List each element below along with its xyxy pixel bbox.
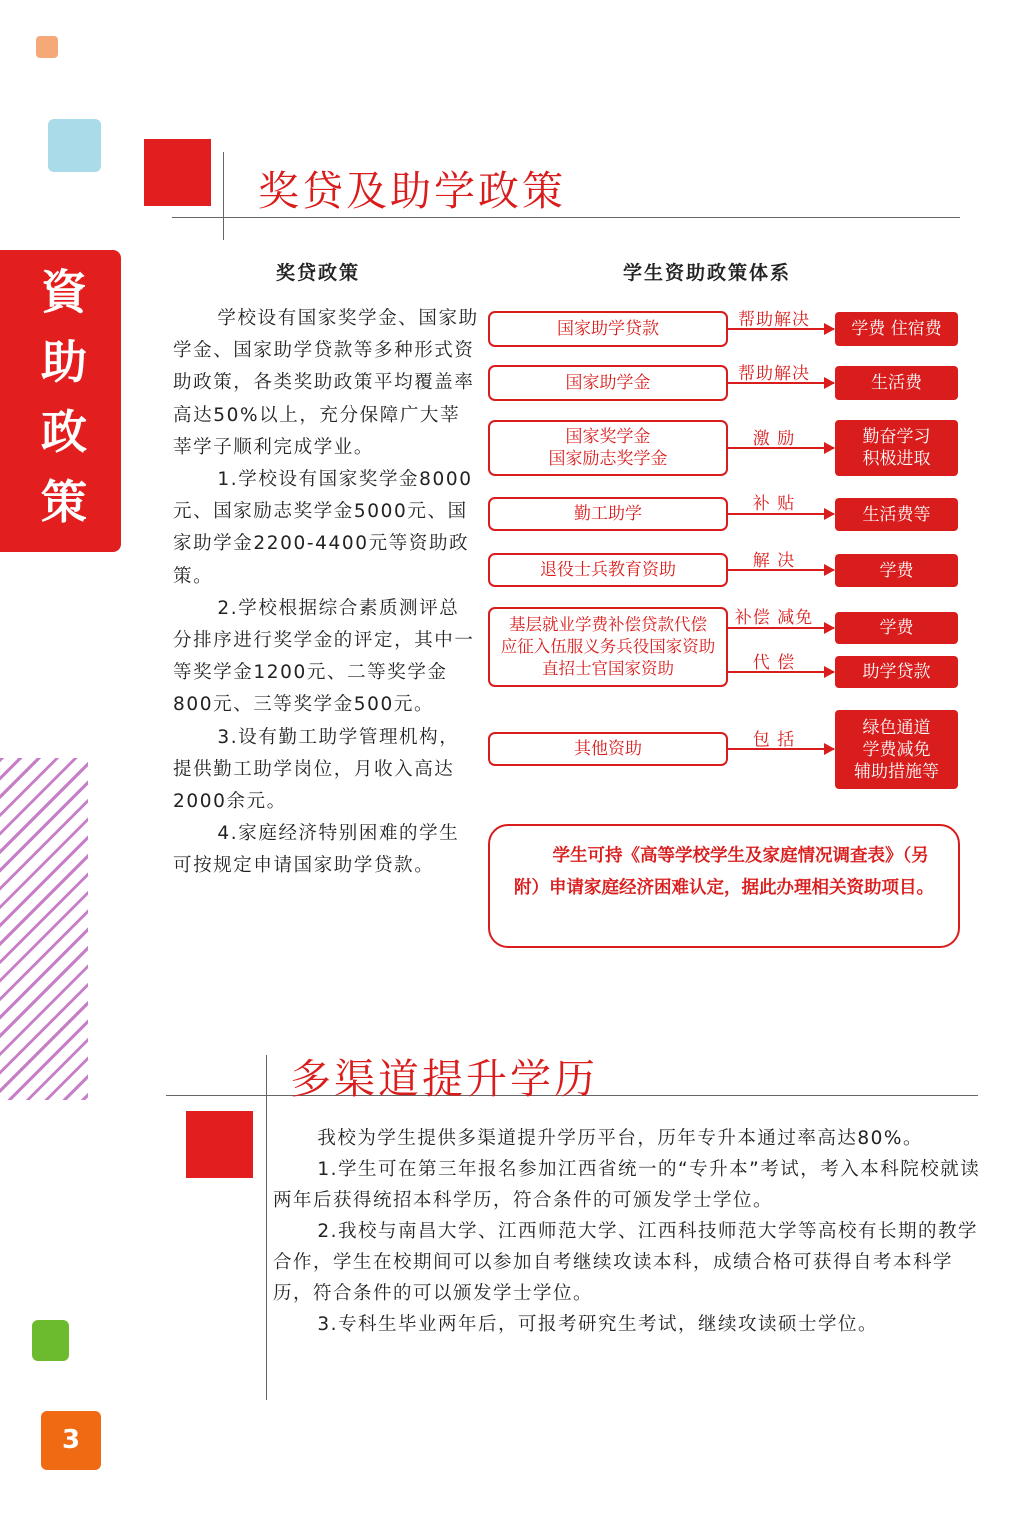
policy-paragraph: 4.家庭经济特别困难的学生可按规定申请国家助学贷款。	[173, 823, 460, 877]
left-column-heading: 奖贷政策	[276, 262, 361, 284]
flow-source-box: 勤工助学	[488, 497, 728, 531]
flow-arrow-label: 帮助解决	[738, 310, 810, 330]
flow-arrow-label: 补 贴	[752, 494, 796, 514]
flow-source-box: 基层就业学费补偿贷款代偿 应征入伍服义务兵役国家资助 直招士官国家资助	[488, 607, 728, 687]
policy-text	[173, 303, 479, 883]
flow-source-box: 国家奖学金 国家励志奖学金	[488, 420, 728, 476]
flow-arrow-label: 代 偿	[752, 653, 796, 673]
blue-square-decoration	[48, 119, 101, 172]
education-paragraph: 3.专科生毕业两年后，可报考研究生考试，继续攻读硕士学位。	[317, 1314, 879, 1335]
section2-red-square	[186, 1111, 253, 1178]
flow-arrow-label: 包 括	[752, 730, 796, 750]
flow-arrow-label: 补偿 减免	[734, 608, 814, 628]
section1-title: 奖贷及助学政策	[258, 167, 566, 215]
policy-paragraph: 3.设有勤工助学管理机构，提供勤工助学岗位，月收入高达2000余元。	[173, 726, 460, 813]
application-note	[488, 824, 960, 948]
flow-source-box: 其他资助	[488, 732, 728, 766]
flow-target-box: 生活费	[835, 366, 958, 400]
flow-target-box: 勤奋学习 积极进取	[835, 420, 958, 476]
section1-vertical-rule	[223, 152, 224, 240]
policy-paragraph: 1.学校设有国家奖学金8000元、国家励志奖学金5000元、国家助学金2200-4400元等资助政策。	[173, 469, 473, 587]
policy-paragraph: 学校设有国家奖学金、国家助学金、国家助学贷款等多种形式资助政策，各类奖助政策平均覆盖率高达50%以上，充分保障广大莘莘学子顺利完成学业。	[173, 308, 479, 458]
section2-title: 多渠道提升学历	[290, 1055, 598, 1103]
side-tab	[0, 250, 121, 552]
education-paragraph: 2.我校与南昌大学、江西师范大学、江西科技师范大学等高校有长期的教学合作，学生在校期间可以参加自考继续攻读本科，成绩合格可获得自考本科学历，符合条件的可以颁发学士学位。	[273, 1221, 979, 1304]
peach-square-decoration	[36, 36, 58, 58]
section2-vertical-rule	[266, 1055, 267, 1400]
flow-arrow-label: 解 决	[752, 551, 796, 571]
flow-source-box: 国家助学贷款	[488, 311, 728, 347]
policy-paragraph: 2.学校根据综合素质测评总分排序进行奖学金的评定，其中一等奖学金1200元、二等奖学金800元、三等奖学金500元。	[173, 597, 475, 716]
page-number: 3	[41, 1411, 101, 1470]
application-note-text: 学生可持《高等学校学生及家庭情况调查表》（另附）申请家庭经济困难认定，据此办理相关资助项目。	[514, 846, 934, 898]
right-column-heading: 学生资助政策体系	[623, 262, 792, 284]
flow-target-box: 绿色通道 学费减免 辅助措施等	[835, 710, 958, 789]
side-tab-char: 政	[41, 405, 87, 459]
flow-target-box: 学费	[835, 554, 958, 587]
flow-source-box: 国家助学金	[488, 365, 728, 401]
side-tab-char: 資	[41, 265, 87, 319]
flow-arrow-label: 帮助解决	[738, 364, 810, 384]
flow-target-box: 助学贷款	[835, 656, 958, 688]
flow-target-box: 学费	[835, 612, 958, 644]
flow-arrow-label: 激 励	[752, 429, 796, 449]
side-tab-char: 助	[41, 335, 87, 389]
flow-source-box: 退役士兵教育资助	[488, 553, 728, 587]
section1-horizontal-rule	[172, 217, 960, 218]
diagonal-stripes-decoration	[0, 758, 88, 1100]
side-tab-char: 策	[41, 475, 87, 529]
green-square-decoration	[32, 1320, 69, 1361]
flow-target-box: 生活费等	[835, 498, 958, 531]
education-paragraph: 1.学生可在第三年报名参加江西省统一的“专升本”考试，考入本科院校就读两年后获得统招本科学历，符合条件的可颁发学士学位。	[273, 1159, 981, 1211]
section1-red-square	[144, 139, 211, 206]
flow-target-box: 学费 住宿费	[835, 312, 958, 346]
education-paragraph: 我校为学生提供多渠道提升学历平台，历年专升本通过率高达80%。	[317, 1128, 924, 1149]
education-text	[273, 1123, 991, 1340]
